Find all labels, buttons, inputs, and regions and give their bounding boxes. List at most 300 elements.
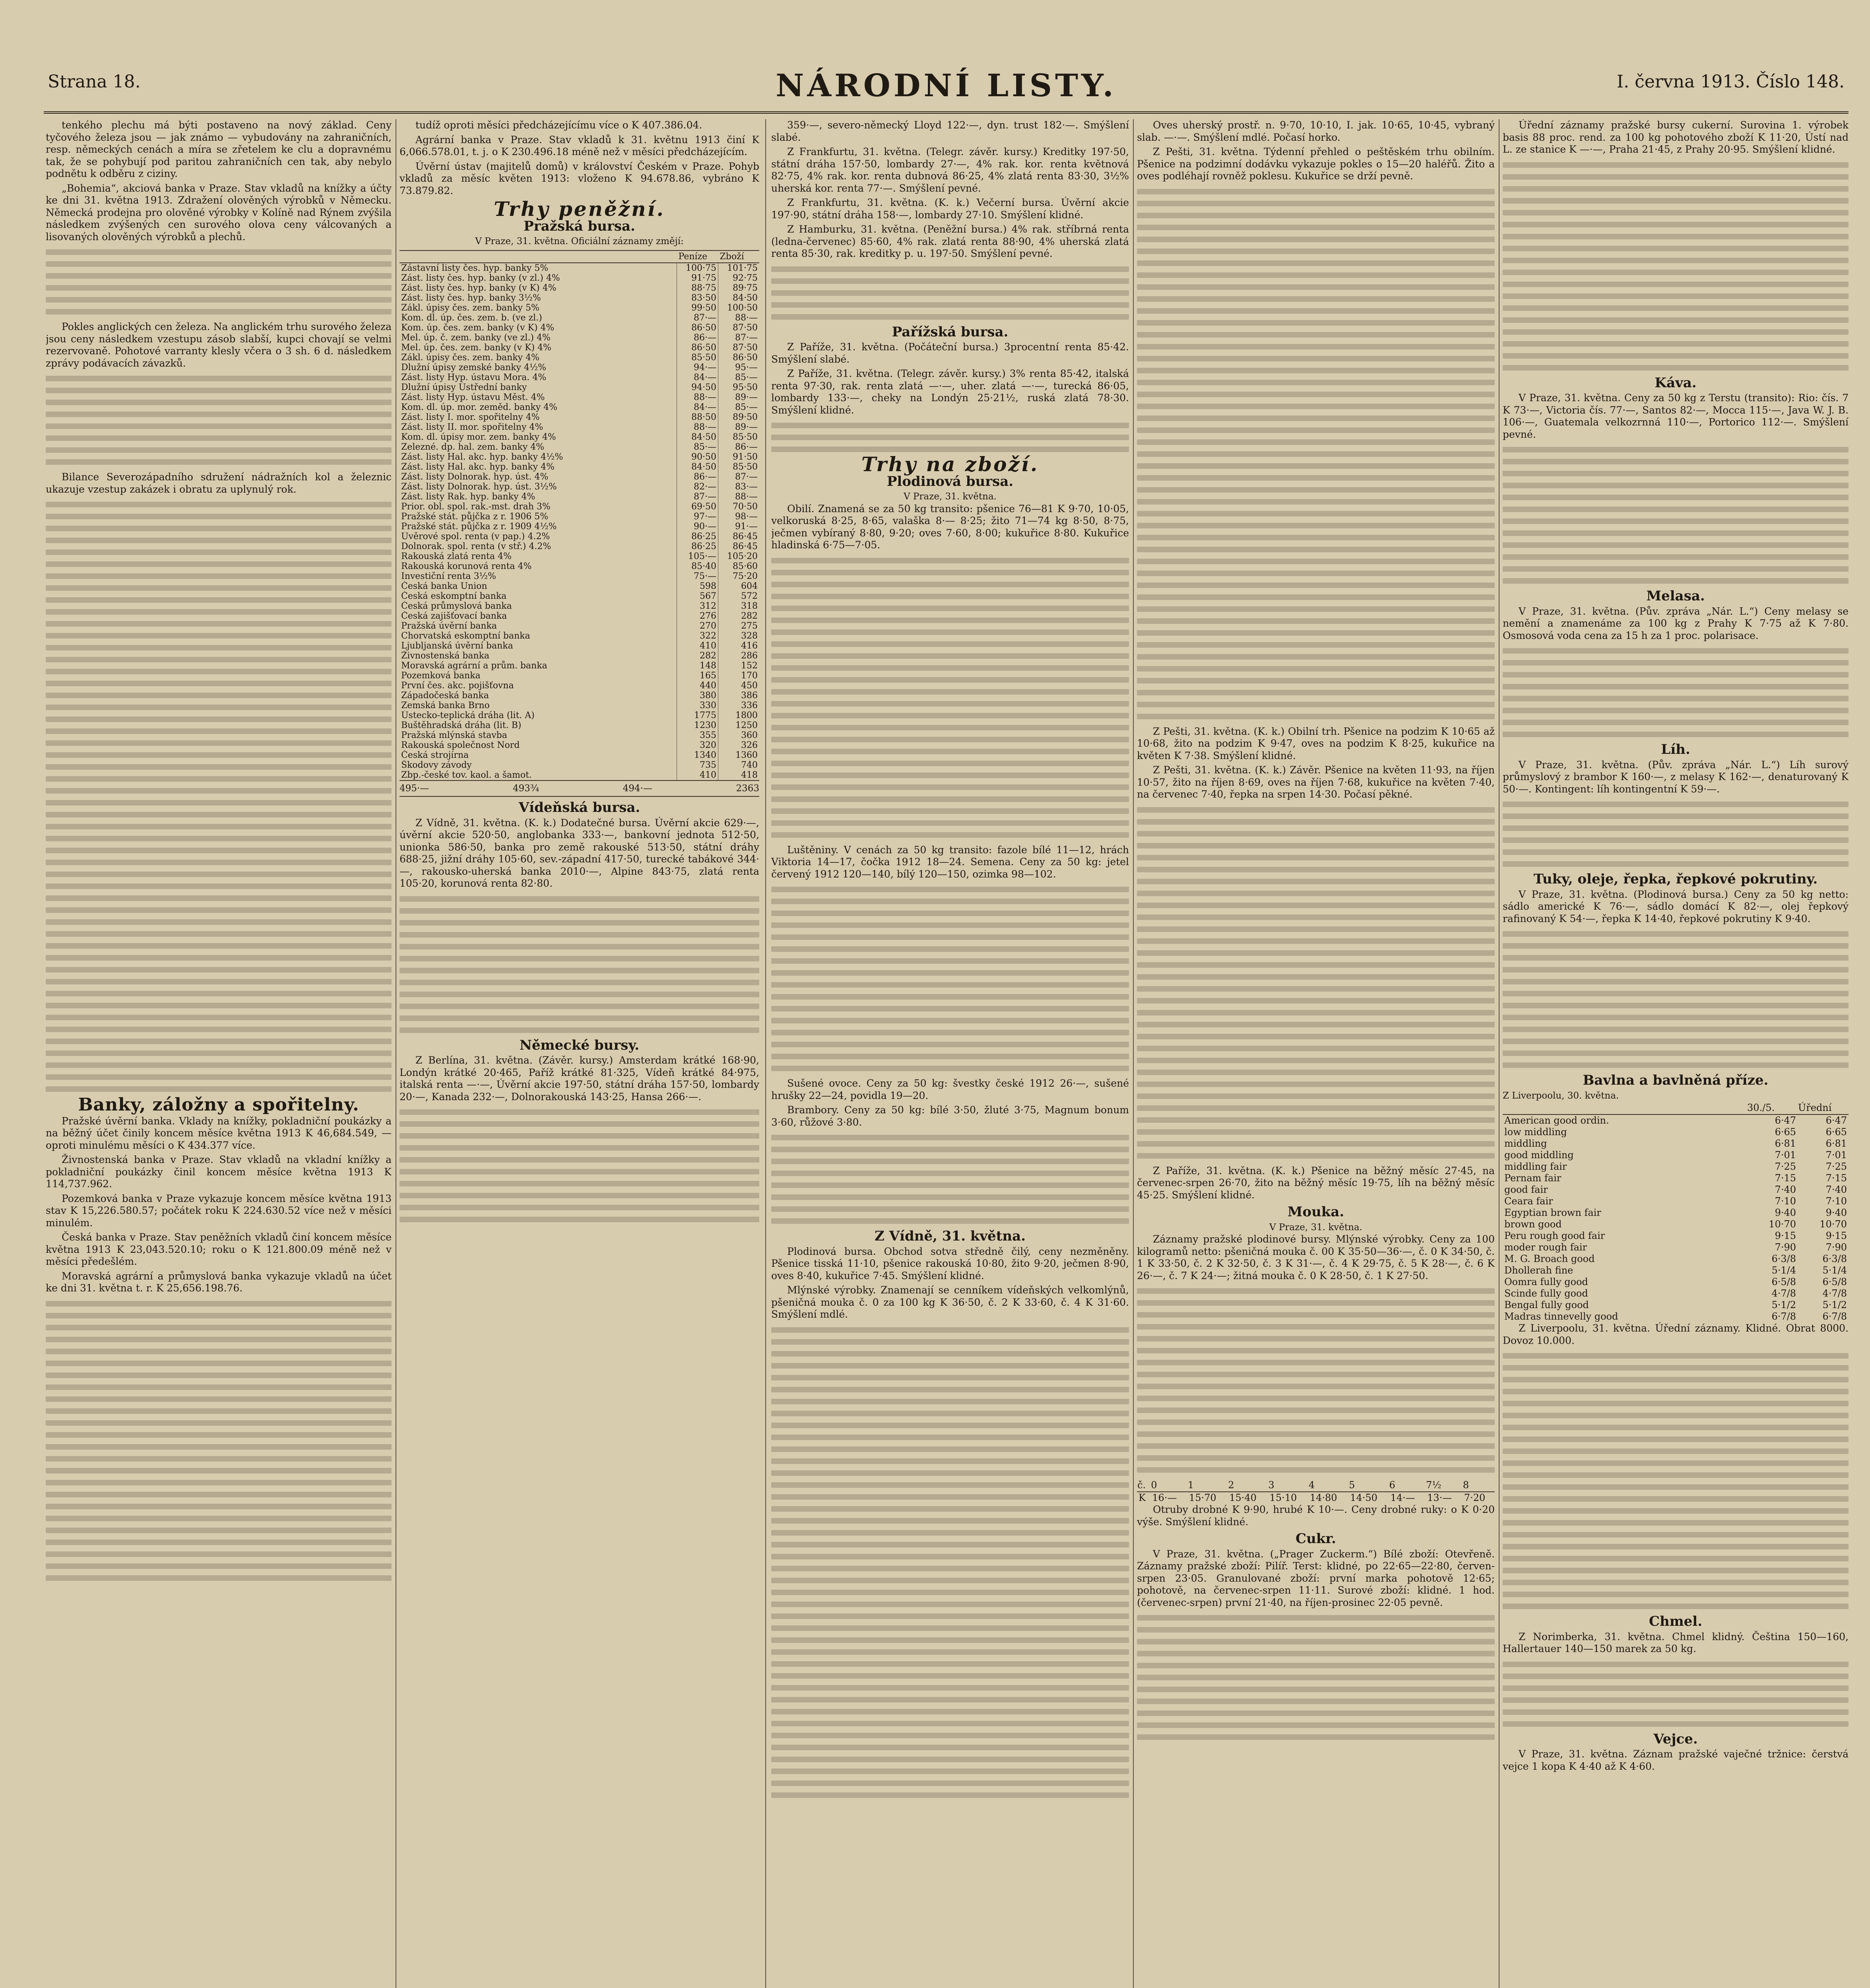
security-name: Mel. úp. č. zem. banky (ve zl.) 4% bbox=[401, 332, 551, 343]
article-paragraph: Z Liverpoolu, 31. května. Úřední záznamy. Klidné. Obrat 8000. Dovoz 10.000. bbox=[1503, 1322, 1849, 1346]
price-value: 89·50 bbox=[718, 412, 760, 422]
subsection-heading: Vídeňská bursa. bbox=[518, 800, 640, 815]
price-value: 386 bbox=[718, 691, 760, 701]
text-lines bbox=[400, 1109, 759, 1222]
price-value: 88·— bbox=[677, 392, 718, 402]
text-lines bbox=[1503, 648, 1849, 737]
price-value: 450 bbox=[718, 681, 760, 691]
price-value: 86·50 bbox=[677, 323, 718, 333]
cotton-grade: Bengal fully good bbox=[1504, 1299, 1589, 1310]
price-value: 7·01 bbox=[1775, 1149, 1796, 1161]
security-name: Živnostenská banka bbox=[401, 650, 490, 661]
column-rule bbox=[765, 119, 766, 1988]
price-value: 94·50 bbox=[677, 382, 718, 392]
price-value: 85·40 bbox=[677, 561, 718, 571]
article-paragraph: Česká banka v Praze. Stav peněžních vkladů činí koncem měsíce května 1913 K 23,043.520.10; roku o K 121.800.09 méně než v měsíci předešlém. bbox=[46, 1231, 392, 1267]
article-paragraph: V Praze, 31. května. (Pův. zpráva „Nár. L.“) Líh surový průmyslový z brambor K 160·—, z melasy K 162·—, denaturovaný K 50·—. Kontingent: líh kontingentní K 59·—. bbox=[1503, 759, 1849, 795]
subsection-heading: Káva. bbox=[1655, 375, 1697, 391]
price-value: 89·— bbox=[718, 422, 760, 432]
price-value: 90·— bbox=[677, 522, 718, 532]
table-row bbox=[400, 472, 759, 482]
cotton-grade: Dhollerah fine bbox=[1504, 1265, 1573, 1276]
article-paragraph: Z Norimberka, 31. května. Chmel klidný. Čeština 150—160, Hallertauer 140—150 marek za 50 kg. bbox=[1503, 1631, 1849, 1654]
price-value: 7·90 bbox=[1775, 1242, 1796, 1253]
total-value: 2363 bbox=[736, 783, 759, 794]
security-name: Česká strojírna bbox=[401, 750, 469, 760]
price-value: 572 bbox=[718, 591, 760, 601]
article-paragraph: V Praze, 31. května. (Plodinová bursa.) Ceny za 50 kg netto: sádlo americké K 76·—, sádlo domácí K 82·—, olej řepkový rafinovaný K 54·—, řepka K 14·40, řepkové pokrutiny K 9·40. bbox=[1503, 888, 1849, 924]
price-value: 92·75 bbox=[718, 273, 760, 283]
cotton-grade: Oomra fully good bbox=[1504, 1276, 1588, 1287]
table-row bbox=[400, 571, 759, 581]
table-row bbox=[400, 671, 759, 681]
price-value: 85·50 bbox=[677, 353, 718, 363]
table-row bbox=[400, 720, 759, 730]
security-name: Dlužní úpisy zemské banky 4½% bbox=[401, 362, 547, 373]
text-lines bbox=[1137, 1615, 1495, 1740]
table-row bbox=[400, 432, 759, 442]
security-name: Kom. úp. čes. zem. banky (v K) 4% bbox=[401, 322, 555, 333]
price-value: 604 bbox=[718, 581, 760, 591]
price-value: 87·— bbox=[718, 333, 760, 343]
cotton-grade: middling fair bbox=[1504, 1161, 1567, 1172]
price-value: 86·— bbox=[677, 472, 718, 482]
price-value: 7·90 bbox=[1825, 1242, 1847, 1253]
article-paragraph: Brambory. Ceny za 50 kg: bílé 3·50, žluté 3·75, Magnum bonum 3·60, růžové 3·80. bbox=[771, 1104, 1129, 1128]
article-paragraph: Bilance Severozápadního sdružení nádražních kol a železnic ukazuje vzestup zakázek i obratu za uplynulý rok. bbox=[46, 471, 392, 495]
price-value: 416 bbox=[718, 641, 760, 651]
article-paragraph: Z Vídně, 31. května. (K. k.) Dodatečné bursa. Úvěrní akcie 629·—, úvěrní akcie 520·50, anglobanka 333·—, bankovní jednota 512·50, unionka 586·50, banka pro země rakouské 513·50, státní dráhy 688·25, jižní dráhy 105·60, sev.-západní 417·50, turecké tabákové 344·—, rakousko-uherská banka 2010·—, Alpine 843·75, zlatá renta 105·20, korunová renta 82·80. bbox=[400, 817, 759, 889]
security-name: Moravská agrární a prům. banka bbox=[401, 660, 547, 671]
security-name: Zást. listy Hyp. ústavu Mora. 4% bbox=[401, 372, 547, 382]
price-value: 276 bbox=[677, 611, 718, 621]
text-lines bbox=[771, 558, 1129, 838]
table-row bbox=[1503, 1219, 1849, 1230]
price-value: 735 bbox=[677, 760, 718, 770]
security-name: Česká zajišťovací banka bbox=[401, 611, 507, 621]
security-name: Ljubljanská úvěrní banka bbox=[401, 641, 513, 651]
table-row bbox=[400, 492, 759, 502]
price-value: 85·— bbox=[718, 402, 760, 412]
security-name: Zást. listy Hal. akc. hyp. banky 4½% bbox=[401, 452, 563, 462]
price-value: 14·— bbox=[1390, 1492, 1415, 1503]
text-lines bbox=[771, 887, 1129, 1071]
table-row bbox=[1503, 1265, 1849, 1276]
price-value: 86·50 bbox=[718, 353, 760, 363]
article-paragraph: V Praze, 31. května. („Prager Zuckerm.“) Bílé zboží: Otevřeně. Záznamy pražské zboží: Pilíř. Terst: klidné, po 22·65—22·80, červen-srpen 23·05. Granulované zboží: první marka pohotově 12·65; pohotově, na červenec-srpen 11·11. Surové zboží: klidné. 1 hod. (červenec-srpen) první 21·40, na říjen-prosinec 22·05 pevně. bbox=[1137, 1548, 1495, 1608]
price-value: 88·— bbox=[718, 313, 760, 323]
price-value: 418 bbox=[718, 770, 760, 780]
article-paragraph: „Bohemia“, akciová banka v Praze. Stav vkladů na knížky a účty ke dni 31. května 1913. Zdražení olověných výrobků v Německu. Německá prodejna pro olověné výrobky v Kolíně nad Rýnem zvýšila následkem zvýšených cen surového olova ceny válcovaných a lisovaných olověných výrobků a plechů. bbox=[46, 182, 392, 243]
security-name: První čes. akc. pojišťovna bbox=[401, 680, 514, 691]
security-name: Pozemková banka bbox=[401, 670, 481, 681]
table-row bbox=[400, 691, 759, 701]
table-header: 3 bbox=[1268, 1479, 1308, 1492]
total-value: 495·— bbox=[400, 783, 429, 794]
article-paragraph: Z Hamburku, 31. května. (Peněžní bursa.) 4% rak. stříbrná renta (ledna-červenec) 85·60, 4% rak. zlatá renta 88·90, 4% uherská zlatá renta 85·30, rak. kreditky p. u. 197·50. Smýšlení pevné. bbox=[771, 223, 1129, 259]
price-value: 86·— bbox=[718, 442, 760, 452]
article-paragraph: 359·—, severo-německý Lloyd 122·—, dyn. trust 182·—. Smýšlení slabé. bbox=[771, 119, 1129, 143]
price-value: 69·50 bbox=[677, 502, 718, 512]
newspaper-title: NÁRODNÍ LISTY. bbox=[776, 68, 1117, 104]
security-name: Zemská banka Brno bbox=[401, 700, 490, 711]
table-header: 7½ bbox=[1426, 1479, 1463, 1492]
price-value: 6·7/8 bbox=[1771, 1311, 1796, 1322]
security-name: Kom. dl. úpisy mor. zem. banky 4% bbox=[401, 432, 556, 442]
price-value: 6·65 bbox=[1775, 1126, 1796, 1138]
price-value: K bbox=[1139, 1492, 1146, 1503]
price-value: 5·1/2 bbox=[1822, 1299, 1847, 1310]
price-value: 7·15 bbox=[1775, 1173, 1796, 1184]
article-paragraph: Agrární banka v Praze. Stav vkladů k 31. květnu 1913 činí K 6,066.578.01, t. j. o K 230.496.18 méně než v měsíci předcházejícím. bbox=[400, 134, 759, 157]
price-value: 87·— bbox=[677, 492, 718, 502]
price-value: 99·50 bbox=[677, 303, 718, 313]
subsection-heading: Líh. bbox=[1661, 742, 1690, 757]
security-name: Kom. dl. úp. mor. zeměd. banky 4% bbox=[401, 402, 558, 412]
article-paragraph: Luštěniny. V cenách za 50 kg transito: fazole bílé 11—12, hrách Viktoria 14—17, čočka 1912 18—24. Semena. Ceny za 50 kg: jetel červený 1912 120—140, bílý 120—150, ozimka 98—102. bbox=[771, 844, 1129, 880]
subsection-heading: Tuky, oleje, řepka, řepkové pokrutiny. bbox=[1533, 871, 1818, 887]
table-row bbox=[400, 532, 759, 542]
column-4 bbox=[1137, 119, 1495, 1988]
price-value: 75·— bbox=[677, 571, 718, 581]
cotton-grade: Ceara fair bbox=[1504, 1196, 1553, 1207]
price-value: 105·20 bbox=[718, 551, 760, 561]
security-name: Zbp.-české tov. kaol. a šamot. bbox=[401, 770, 532, 780]
table-row bbox=[400, 373, 759, 382]
price-value: 87·— bbox=[677, 313, 718, 323]
price-value: 84·50 bbox=[677, 432, 718, 442]
security-name: Zást. listy Dolnorak. hyp. úst. 3½% bbox=[401, 481, 557, 492]
security-name: Zást. listy čes. hyp. banky (v K) 4% bbox=[401, 283, 557, 293]
table-row bbox=[1503, 1196, 1849, 1207]
table-row bbox=[400, 313, 759, 323]
article-paragraph: Otruby drobné K 9·90, hrubé K 10·—. Ceny drobné ruky: o K 0·20 výše. Smýšlení klidné. bbox=[1137, 1504, 1495, 1528]
price-value: 6·47 bbox=[1825, 1115, 1847, 1126]
table-row bbox=[400, 323, 759, 333]
article-paragraph: Z Berlína, 31. května. (Závěr. kursy.) Amsterdam krátké 168·90, Londýn krátké 20·465, Paříž krátké 81·325, Vídeň krátké 84·975, italská renta —·—, Úvěrní akcie 197·50, státní dráha 157·50, lombardy 20·—, Kanada 232·—, Dolnorakouská 143·25, Hansa 266·—. bbox=[400, 1054, 759, 1103]
text-lines bbox=[1503, 447, 1849, 584]
security-name: Zákl. úpisy čes. zem. banky 4% bbox=[401, 352, 539, 363]
security-name: Dolnorak. spol. renta (v stř.) 4.2% bbox=[401, 541, 551, 551]
table-row bbox=[400, 551, 759, 561]
security-name: Zástavní listy čes. hyp. banky 5% bbox=[401, 263, 549, 273]
price-value: 98·— bbox=[718, 512, 760, 522]
security-name: Rakouská společnost Nord bbox=[401, 740, 520, 750]
price-value: 320 bbox=[677, 740, 718, 750]
price-value: 89·— bbox=[718, 392, 760, 402]
security-name: Zást. listy Rak. hyp. banky 4% bbox=[401, 491, 535, 502]
price-value: 10·70 bbox=[1769, 1219, 1796, 1230]
subsection-heading: Pařížská bursa. bbox=[892, 324, 1009, 340]
table-header-row bbox=[1503, 1102, 1849, 1114]
price-value: 567 bbox=[677, 591, 718, 601]
price-value: 88·50 bbox=[677, 412, 718, 422]
price-value: 70·50 bbox=[718, 502, 760, 512]
price-value: 84·— bbox=[677, 373, 718, 382]
price-value: 100·50 bbox=[718, 303, 760, 313]
security-name: Zást. listy čes. hyp. banky 3½% bbox=[401, 293, 541, 303]
table-row bbox=[1503, 1173, 1849, 1184]
price-value: 101·75 bbox=[718, 263, 760, 273]
security-name: Pražská úvěrní banka bbox=[401, 621, 497, 631]
table-row bbox=[400, 641, 759, 651]
table-row bbox=[400, 283, 759, 293]
article-paragraph: Živnostenská banka v Praze. Stav vkladů na vkladní knížky a pokladniční poukázky činil koncem měsíce května 1913 K 114,737.962. bbox=[46, 1154, 392, 1190]
price-value: 84·50 bbox=[677, 462, 718, 472]
table-row bbox=[400, 730, 759, 740]
masthead bbox=[44, 60, 1849, 114]
article-paragraph: V Praze, 31. května. Záznam pražské vaječné tržnice: čerstvá vejce 1 kopa K 4·40 až K 4·60. bbox=[1503, 1748, 1849, 1772]
table-row bbox=[1503, 1311, 1849, 1322]
text-lines bbox=[771, 1135, 1129, 1224]
table-header: Peníze bbox=[677, 250, 718, 263]
table-row bbox=[400, 512, 759, 522]
price-value: 91·50 bbox=[718, 452, 760, 462]
article-paragraph: Z Frankfurtu, 31. května. (Telegr. závěr. kursy.) Kreditky 197·50, státní dráha 157·50, lombardy 27·—, 4% rak. kor. renta květnová 82·75, 4% rak. kor. renta dubnová 86·25, 4% zlatá renta 83·30, 3½% uherská kor. renta 77·—. Smýšlení pevné. bbox=[771, 146, 1129, 194]
table-header: 2 bbox=[1228, 1479, 1268, 1492]
price-value: 86·25 bbox=[677, 542, 718, 551]
security-name: Česká eskomptní banka bbox=[401, 591, 507, 601]
price-value: 97·— bbox=[677, 512, 718, 522]
text-lines bbox=[46, 376, 392, 465]
cotton-grade: good middling bbox=[1504, 1149, 1574, 1161]
security-name: Škodovy závody bbox=[401, 760, 472, 770]
table-row bbox=[400, 651, 759, 661]
price-value: 286 bbox=[718, 651, 760, 661]
price-value: 89·75 bbox=[718, 283, 760, 293]
security-name: Úvěrové spol. renta (v pap.) 4.2% bbox=[401, 531, 550, 542]
price-value: 14·50 bbox=[1350, 1492, 1377, 1503]
price-value: 91·— bbox=[718, 522, 760, 532]
security-name: Zást. listy Dolnorak. hyp. úst. 4% bbox=[401, 472, 549, 482]
totals-row bbox=[400, 780, 759, 797]
security-name: Západočeská banka bbox=[401, 690, 489, 701]
table-row bbox=[400, 363, 759, 373]
price-value: 328 bbox=[718, 631, 760, 641]
price-value: 6·5/8 bbox=[1822, 1276, 1847, 1287]
column-3 bbox=[771, 119, 1129, 1988]
table-row bbox=[400, 452, 759, 462]
security-name: Zást. listy I. mor. spořitelny 4% bbox=[401, 412, 540, 422]
security-name: Rakouská zlatá renta 4% bbox=[401, 551, 512, 561]
price-value: 15·10 bbox=[1269, 1492, 1297, 1503]
table-header: 30./5. bbox=[1747, 1102, 1798, 1114]
table-header: Zboží bbox=[718, 250, 760, 263]
price-value: 7·01 bbox=[1825, 1149, 1847, 1161]
security-name: Zelezné. dp. hal. zem. banky 4% bbox=[401, 442, 545, 452]
table-row bbox=[400, 760, 759, 770]
table-row bbox=[400, 303, 759, 313]
subsection-heading: Melasa. bbox=[1646, 588, 1705, 604]
text-lines bbox=[46, 502, 392, 1092]
table-header-row bbox=[1137, 1479, 1495, 1492]
price-value: 14·80 bbox=[1309, 1492, 1337, 1503]
price-value: 95·50 bbox=[718, 382, 760, 392]
table-row bbox=[400, 631, 759, 641]
cotton-grade: Madras tinnevelly good bbox=[1504, 1311, 1618, 1322]
price-value: 84·— bbox=[677, 402, 718, 412]
table-header bbox=[400, 250, 677, 263]
article-paragraph: Mlýnské výrobky. Znamenají se cenníkem vídeňských velkomlýnů, pšeničná mouka č. 0 za 100 kg K 36·50, č. 2 K 33·60, č. 4 K 31·60. Smýšlení mdlé. bbox=[771, 1284, 1129, 1320]
price-value: 9·40 bbox=[1775, 1207, 1796, 1218]
cotton-grade: Scinde fully good bbox=[1504, 1288, 1588, 1299]
security-name: Pražská mlýnská stavba bbox=[401, 730, 507, 740]
table-row bbox=[1503, 1149, 1849, 1161]
price-value: 152 bbox=[718, 661, 760, 671]
table-row bbox=[1503, 1161, 1849, 1173]
text-lines bbox=[1503, 162, 1849, 371]
article-paragraph: Úvěrní ústav (majitelů domů) v království Českém v Praze. Pohyb vkladů za měsíc květen 1913: vloženo K 94.678.86, vybráno K 73.879.82. bbox=[400, 160, 759, 196]
price-value: 9·40 bbox=[1825, 1207, 1847, 1218]
article-paragraph: Obilí. Znamená se za 50 kg transito: pšenice 76—81 K 9·70, 10·05, velkoruská 8·25, 8·65, valaška 8·— 8·25; žito 71—74 kg 8·50, 8·75, ječmen vybíraný 8·80, 9·20; oves 7·60, 8·00; kukuřice 8·80. Kukuřice hladinská 6·75—7·05. bbox=[771, 503, 1129, 551]
issue-date: I. června 1913. Číslo 148. bbox=[1616, 72, 1845, 92]
table-row bbox=[400, 711, 759, 720]
table-header: 4 bbox=[1308, 1479, 1348, 1492]
cotton-grade: middling bbox=[1504, 1138, 1547, 1149]
article-paragraph: Z Paříže, 31. května. (K. k.) Pšenice na běžný měsíc 27·45, na červenec-srpen 26·70, žito na běžný měsíc 19·75, líh na běžný měsíc 45·25. Smýšlení klidné. bbox=[1137, 1165, 1495, 1201]
price-value: 7·25 bbox=[1825, 1161, 1847, 1172]
price-value: 355 bbox=[677, 730, 718, 740]
price-value: 410 bbox=[677, 770, 718, 780]
table-row bbox=[400, 701, 759, 711]
table-row bbox=[400, 770, 759, 780]
text-lines bbox=[771, 423, 1129, 452]
text-lines bbox=[1503, 802, 1849, 867]
security-name: Zást. listy Hal. akc. hyp. banky 4% bbox=[401, 462, 555, 472]
dateline: Z Liverpoolu, 30. května. bbox=[1503, 1090, 1619, 1101]
table-row bbox=[400, 263, 759, 273]
text-lines bbox=[1137, 189, 1495, 719]
security-name: Pražské stát. půjčka z r. 1906 5% bbox=[401, 511, 549, 522]
price-value: 6·65 bbox=[1825, 1126, 1847, 1138]
dateline: V Praze, 31. května. Oficiální záznamy změjí: bbox=[475, 236, 684, 247]
table-header-row bbox=[400, 250, 759, 263]
article-paragraph: Z Paříže, 31. května. (Telegr. závěr. kursy.) 3% renta 85·42, italská renta 97·30, rak. renta zlatá —·—, uher. zlatá —·—, turecká 86·05, lombardy 133·—, cheky na Londýn 25·21½, ruská zlatá 78·30. Smýšlení klidné. bbox=[771, 368, 1129, 416]
price-value: 75·20 bbox=[718, 571, 760, 581]
security-name: Kom. dl. úp. čes. zem. b. (ve zl.) bbox=[401, 313, 542, 323]
table-row bbox=[1503, 1184, 1849, 1196]
security-name: Zást. listy Hyp. ústavu Měst. 4% bbox=[401, 392, 545, 402]
price-value: 5·1/4 bbox=[1822, 1265, 1847, 1276]
price-value: 6·3/8 bbox=[1771, 1253, 1796, 1264]
text-lines bbox=[1503, 1353, 1849, 1609]
subsection-heading: Plodinová bursa. bbox=[887, 473, 1014, 489]
dateline: V Praze, 31. května. bbox=[1269, 1222, 1362, 1233]
price-value: 87·50 bbox=[718, 343, 760, 353]
table-row bbox=[1503, 1253, 1849, 1265]
article-paragraph: Pozemková banka v Praze vykazuje koncem měsíce května 1913 stav K 15,226.580.57; počátek roku K 224.630.52 více než v měsíci minulém. bbox=[46, 1192, 392, 1229]
table-row bbox=[400, 482, 759, 492]
price-value: 312 bbox=[677, 601, 718, 611]
table-row bbox=[1503, 1276, 1849, 1288]
table-row bbox=[400, 542, 759, 551]
price-value: 170 bbox=[718, 671, 760, 681]
table-header: 8 bbox=[1463, 1479, 1495, 1492]
total-value: 494·— bbox=[623, 783, 652, 794]
table-row bbox=[400, 522, 759, 532]
price-value: 380 bbox=[677, 691, 718, 701]
table-row bbox=[400, 591, 759, 601]
price-value: 7·10 bbox=[1825, 1196, 1847, 1207]
text-lines bbox=[1503, 1662, 1849, 1727]
article-paragraph: Pokles anglických cen železa. Na anglickém trhu surového železa jsou ceny následkem vzestupu zásob slabší, kupci chovají se velmi rezervovaně. Pohotové varranty klesly včera o 3 sh. 6 d. následkem zprávy podávacích závazků. bbox=[46, 321, 392, 369]
price-value: 270 bbox=[677, 621, 718, 631]
cotton-grade: good fair bbox=[1504, 1184, 1548, 1195]
security-name: Zákl. úpisy čes. zem. banky 5% bbox=[401, 303, 539, 313]
page-number: Strana 18. bbox=[48, 72, 141, 92]
table-header: 1 bbox=[1187, 1479, 1228, 1492]
price-value: 88·— bbox=[718, 492, 760, 502]
cotton-grade: brown good bbox=[1504, 1219, 1562, 1230]
price-value: 90·50 bbox=[677, 452, 718, 462]
cotton-grade: Pernam fair bbox=[1504, 1173, 1562, 1184]
price-value: 4·7/8 bbox=[1822, 1288, 1847, 1299]
price-value: 86·— bbox=[677, 333, 718, 343]
price-value: 6·81 bbox=[1775, 1138, 1796, 1149]
price-value: 13·— bbox=[1427, 1492, 1452, 1503]
price-value: 1250 bbox=[718, 720, 760, 730]
price-value: 360 bbox=[718, 730, 760, 740]
price-value: 330 bbox=[677, 701, 718, 711]
price-value: 86·45 bbox=[718, 542, 760, 551]
stock-quotes-table bbox=[400, 250, 759, 780]
subsection-heading: Vejce. bbox=[1653, 1731, 1698, 1747]
price-value: 9·15 bbox=[1775, 1230, 1796, 1241]
security-name: Mel. úp. čes. zem. banky (v K) 4% bbox=[401, 342, 551, 353]
price-value: 148 bbox=[677, 661, 718, 671]
subsection-heading: Chmel. bbox=[1649, 1613, 1703, 1629]
price-value: 7·40 bbox=[1775, 1184, 1796, 1195]
price-value: 7·25 bbox=[1775, 1161, 1796, 1172]
table-row bbox=[400, 750, 759, 760]
article-paragraph: Z Pešti, 31. května. (K. k.) Obilní trh. Pšenice na podzim K 10·65 až 10·68, žito na podzim K 9·47, oves na podzim K 8·25, kukuřice na květen K 7·38. Smýšlení klidné. bbox=[1137, 725, 1495, 761]
price-value: 410 bbox=[677, 641, 718, 651]
price-value: 86·25 bbox=[677, 532, 718, 542]
table-row bbox=[1503, 1230, 1849, 1242]
price-value: 598 bbox=[677, 581, 718, 591]
table-row bbox=[400, 333, 759, 343]
table-row bbox=[1503, 1299, 1849, 1311]
price-value: 326 bbox=[718, 740, 760, 750]
subsection-heading: Bavlna a bavlněná příze. bbox=[1583, 1072, 1769, 1088]
table-row bbox=[400, 343, 759, 353]
price-value: 318 bbox=[718, 601, 760, 611]
table-row bbox=[1503, 1126, 1849, 1138]
price-value: 85·50 bbox=[718, 462, 760, 472]
table-row bbox=[400, 412, 759, 422]
section-heading: Trhy peněžní. bbox=[494, 197, 665, 221]
table-row bbox=[1503, 1242, 1849, 1253]
price-value: 83·— bbox=[718, 482, 760, 492]
table-header: 5 bbox=[1348, 1479, 1389, 1492]
price-value: 87·— bbox=[718, 472, 760, 482]
price-value: 6·5/8 bbox=[1771, 1276, 1796, 1287]
price-value: 7·10 bbox=[1775, 1196, 1796, 1207]
cotton-grade: M. G. Broach good bbox=[1504, 1253, 1595, 1264]
subsection-heading: Mouka. bbox=[1287, 1204, 1344, 1220]
table-row bbox=[400, 353, 759, 363]
security-name: Ústecko-teplická dráha (lit. A) bbox=[401, 710, 535, 720]
price-value: 5·1/4 bbox=[1771, 1265, 1796, 1276]
article-paragraph: Úřední záznamy pražské bursy cukerní. Surovina 1. výrobek basis 88 proc. rend. za 100 kg pohotového zboží K 11·20, Ústí nad L. ze stanice K —·—, Praha 21·45, z Prahy 20·95. Smýšlení klidné. bbox=[1503, 119, 1849, 155]
table-row bbox=[400, 442, 759, 452]
price-value: 83·50 bbox=[677, 293, 718, 303]
price-value: 4·7/8 bbox=[1771, 1288, 1796, 1299]
article-paragraph: Z Pešti, 31. května. Týdenní přehled o peštěském trhu obilním. Pšenice na podzimní dodávku vykazuje pokles o 15—20 haléřů. Žito a oves podléhají rovněž poklesu. Kukuřice se drží pevně. bbox=[1137, 146, 1495, 182]
price-value: 15·70 bbox=[1189, 1492, 1216, 1503]
table-row bbox=[1503, 1114, 1849, 1126]
table-row bbox=[400, 382, 759, 392]
